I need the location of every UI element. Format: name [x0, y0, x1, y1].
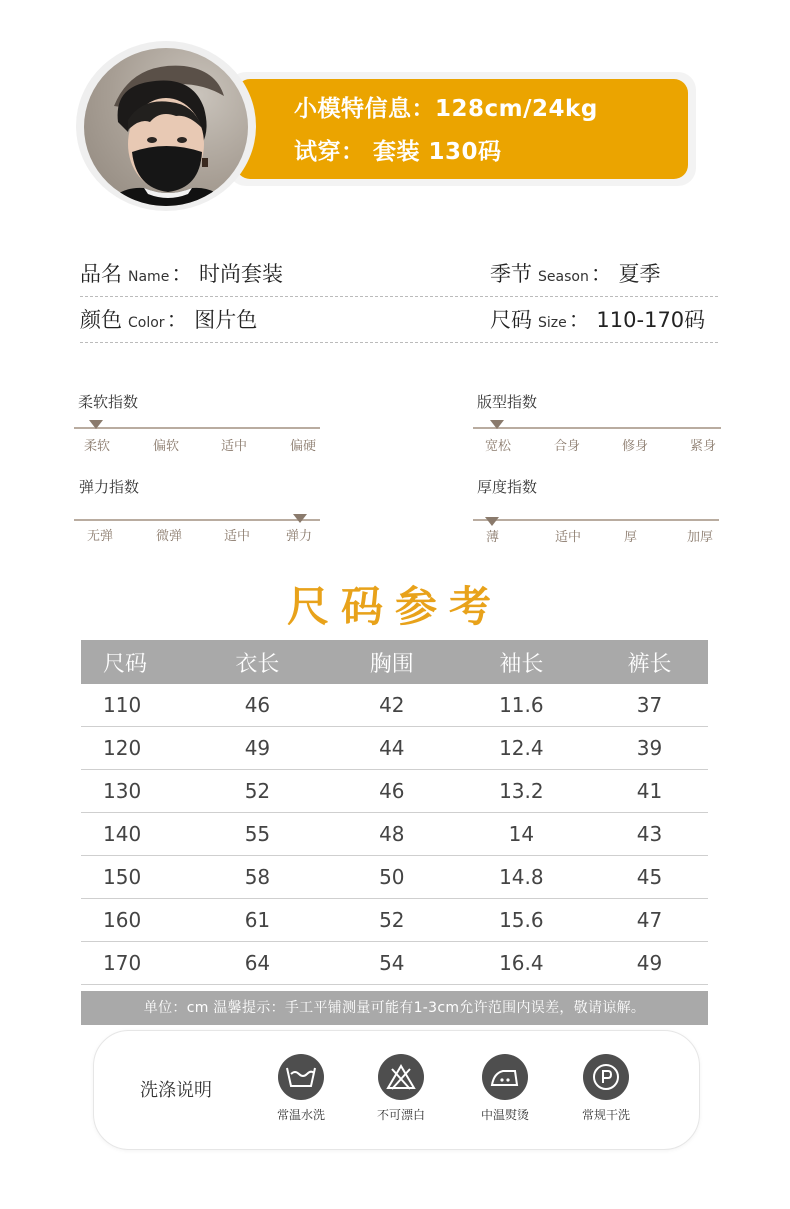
table-row	[81, 684, 708, 727]
table-row	[81, 899, 708, 942]
season-label-en: Season	[538, 269, 589, 285]
table-cell: 48	[379, 822, 405, 846]
elasticity-label: 弹力	[286, 529, 313, 544]
table-cell: 43	[636, 822, 663, 846]
header-cell: 袖长	[499, 651, 544, 677]
header-cell: 衣长	[235, 651, 280, 677]
fit-index-track	[473, 427, 721, 429]
softness-index-title: 柔软指数	[78, 393, 139, 411]
iron-icon	[482, 1054, 528, 1100]
table-cell: 13.2	[499, 779, 544, 803]
table-cell: 39	[636, 736, 663, 760]
elasticity-index-track	[74, 519, 320, 521]
table-cell: 54	[379, 951, 405, 975]
elasticity-index-title: 弹力指数	[79, 478, 140, 496]
table-cell: 52	[379, 908, 405, 932]
thickness-label: 厚	[624, 530, 638, 545]
washing-item	[361, 1054, 441, 1123]
softness-label: 柔软	[84, 439, 111, 454]
table-cell: 14	[508, 822, 535, 846]
thickness-index-title: 厚度指数	[477, 478, 538, 496]
size-label-en: Size	[538, 315, 567, 331]
thickness-label: 薄	[486, 530, 500, 545]
model-avatar	[84, 48, 248, 206]
table-cell: 55	[244, 822, 271, 846]
table-cell: 42	[379, 693, 405, 717]
table-cell: 150	[103, 865, 142, 889]
washing-label: 中温熨烫	[480, 1108, 529, 1122]
try-on-info-line: 试穿： 套装 130码	[294, 139, 502, 165]
table-cell: 37	[636, 693, 663, 717]
softness-index-marker	[89, 420, 103, 429]
size-label-cn: 尺码	[490, 308, 532, 332]
fit-label: 修身	[622, 439, 649, 454]
size-chart-header	[81, 640, 708, 684]
table-cell: 61	[244, 908, 271, 932]
table-cell: 47	[636, 908, 663, 932]
size-range-field	[490, 304, 705, 334]
dry-clean-p-icon	[583, 1054, 629, 1100]
fit-index-title: 版型指数	[477, 393, 538, 411]
season-label-cn: 季节	[490, 262, 532, 286]
table-cell: 11.6	[499, 693, 544, 717]
table-row	[81, 727, 708, 770]
no-bleach-icon	[378, 1054, 424, 1100]
table-cell: 46	[244, 693, 271, 717]
table-cell: 50	[379, 865, 405, 889]
size-chart-table	[81, 640, 708, 985]
header-cell: 裤长	[627, 651, 672, 677]
color-field	[80, 304, 257, 334]
table-row	[81, 942, 708, 985]
measurement-note: 单位：cm 温馨提示：手工平铺测量可能有1-3cm允许范围内误差，敬请谅解。	[81, 991, 708, 1025]
product-info-row	[80, 250, 718, 297]
table-cell: 140	[103, 822, 142, 846]
size-range-value: ： 110-170码	[568, 308, 706, 332]
color-label-cn: 颜色	[80, 308, 122, 332]
table-row	[81, 813, 708, 856]
table-cell: 12.4	[499, 736, 544, 760]
table-cell: 120	[103, 736, 142, 760]
fit-label: 宽松	[485, 439, 512, 454]
table-cell: 16.4	[499, 951, 544, 975]
product-name-field	[80, 258, 283, 288]
size-chart-body	[81, 684, 708, 985]
table-cell: 160	[103, 908, 142, 932]
product-name-value: ： 时尚套装	[171, 262, 283, 286]
elasticity-label: 微弹	[156, 529, 183, 544]
washing-item	[465, 1054, 545, 1123]
softness-label: 偏硬	[290, 439, 317, 454]
washing-label: 常规干洗	[581, 1108, 630, 1122]
washing-title: 洗涤说明	[140, 1080, 212, 1101]
table-cell: 15.6	[499, 908, 544, 932]
model-info-line: 小模特信息：128cm/24kg	[294, 96, 598, 122]
washtub-icon	[278, 1054, 324, 1100]
table-cell: 130	[103, 779, 142, 803]
washing-item	[261, 1054, 341, 1123]
header-cell: 胸围	[369, 651, 414, 677]
size-chart-title: 尺码参考	[286, 582, 503, 631]
fit-label: 合身	[554, 439, 581, 454]
elasticity-label: 适中	[224, 529, 251, 544]
elasticity-label: 无弹	[87, 529, 114, 544]
washing-label: 常温水洗	[276, 1108, 325, 1122]
fit-index-marker	[490, 420, 504, 429]
softness-label: 偏软	[153, 439, 180, 454]
table-cell: 110	[103, 693, 142, 717]
washing-label: 不可漂白	[376, 1108, 425, 1122]
table-cell: 44	[379, 736, 405, 760]
washing-item	[566, 1054, 646, 1123]
table-cell: 45	[636, 865, 663, 889]
product-name-label-en: Name	[128, 269, 170, 285]
table-cell: 41	[636, 779, 663, 803]
table-cell: 49	[636, 951, 663, 975]
table-cell: 14.8	[499, 865, 544, 889]
table-row	[81, 770, 708, 813]
softness-index-track	[74, 427, 320, 429]
table-cell: 58	[244, 865, 271, 889]
table-cell: 64	[244, 951, 271, 975]
product-name-label-cn: 品名	[80, 262, 122, 286]
table-cell: 170	[103, 951, 142, 975]
thickness-index-track	[473, 519, 719, 521]
thickness-index-marker	[485, 517, 499, 526]
color-value: ： 图片色	[166, 308, 258, 332]
thickness-label: 适中	[555, 530, 582, 545]
table-cell: 46	[379, 779, 405, 803]
fit-label: 紧身	[690, 439, 717, 454]
product-info-row	[80, 296, 718, 343]
thickness-label: 加厚	[687, 530, 714, 545]
table-cell: 49	[244, 736, 271, 760]
table-cell: 52	[244, 779, 271, 803]
color-label-en: Color	[128, 315, 165, 331]
season-field	[490, 258, 661, 288]
season-value: ： 夏季	[590, 262, 661, 286]
table-row	[81, 856, 708, 899]
elasticity-index-marker	[293, 514, 307, 523]
header-cell: 尺码	[103, 651, 148, 677]
softness-label: 适中	[221, 439, 248, 454]
